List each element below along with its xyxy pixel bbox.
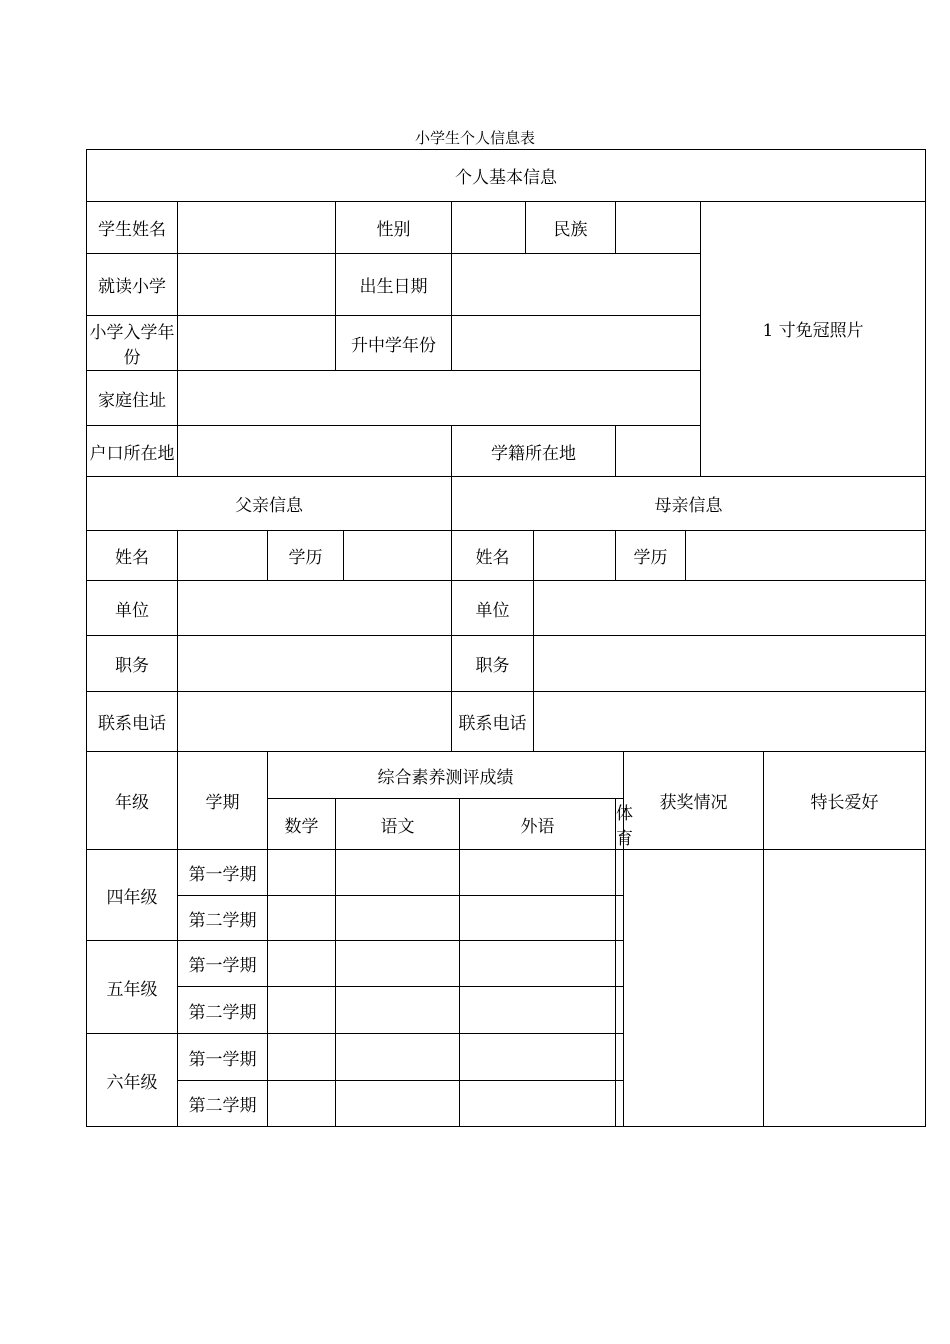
father-employer-field[interactable] [178, 581, 452, 636]
mother-phone-label: 联系电话 [452, 692, 534, 752]
hobbies-field[interactable] [764, 850, 926, 1127]
awards-header: 获奖情况 [624, 752, 764, 850]
grade-six-label: 六年级 [87, 1034, 178, 1127]
grade-column-header: 年级 [87, 752, 178, 850]
score-cell[interactable] [268, 850, 336, 896]
hobbies-header: 特长爱好 [764, 752, 926, 850]
score-cell[interactable] [460, 850, 616, 896]
birth-date-field[interactable] [452, 254, 701, 316]
subject-pe-header: 体育 [616, 799, 624, 850]
father-name-field[interactable] [178, 531, 268, 581]
school-reg-field[interactable] [616, 426, 701, 477]
score-cell[interactable] [460, 987, 616, 1034]
score-cell[interactable] [336, 1034, 460, 1081]
score-cell[interactable] [336, 850, 460, 896]
address-field[interactable] [178, 371, 701, 426]
enroll-year-label: 小学入学年份 [87, 316, 178, 371]
score-cell[interactable] [616, 987, 624, 1034]
term-first-label: 第一学期 [178, 850, 268, 896]
ethnicity-label: 民族 [526, 202, 616, 254]
term-second-label: 第二学期 [178, 1081, 268, 1127]
score-cell[interactable] [616, 850, 624, 896]
birth-date-label: 出生日期 [336, 254, 452, 316]
student-name-field[interactable] [178, 202, 336, 254]
mother-education-field[interactable] [686, 531, 926, 581]
score-cell[interactable] [268, 1034, 336, 1081]
score-cell[interactable] [460, 1081, 616, 1127]
term-second-label: 第二学期 [178, 896, 268, 941]
father-position-label: 职务 [87, 636, 178, 692]
photo-box: 1 寸免冠照片 [701, 202, 926, 477]
mother-phone-field[interactable] [534, 692, 926, 752]
mother-education-label: 学历 [616, 531, 686, 581]
evaluation-header: 综合素养测评成绩 [268, 752, 624, 799]
hukou-field[interactable] [178, 426, 452, 477]
subject-foreign-language-header: 外语 [460, 799, 616, 850]
middle-year-field[interactable] [452, 316, 701, 371]
document-title: 小学生个人信息表 [414, 129, 535, 147]
term-second-label: 第二学期 [178, 987, 268, 1034]
father-employer-label: 单位 [87, 581, 178, 636]
mother-employer-field[interactable] [534, 581, 926, 636]
school-field[interactable] [178, 254, 336, 316]
school-label: 就读小学 [87, 254, 178, 316]
hukou-label: 户口所在地 [87, 426, 178, 477]
father-education-label: 学历 [268, 531, 344, 581]
ethnicity-field[interactable] [616, 202, 701, 254]
score-cell[interactable] [616, 1034, 624, 1081]
mother-position-field[interactable] [534, 636, 926, 692]
score-cell[interactable] [336, 1081, 460, 1127]
basic-info-section-title: 个人基本信息 [87, 150, 926, 202]
father-section-title: 父亲信息 [87, 477, 452, 531]
grade-five-label: 五年级 [87, 941, 178, 1034]
score-cell[interactable] [460, 896, 616, 941]
mother-employer-label: 单位 [452, 581, 534, 636]
score-cell[interactable] [268, 987, 336, 1034]
score-cell[interactable] [268, 941, 336, 987]
mother-name-label: 姓名 [452, 531, 534, 581]
score-cell[interactable] [460, 941, 616, 987]
enroll-year-field[interactable] [178, 316, 336, 371]
father-name-label: 姓名 [87, 531, 178, 581]
score-cell[interactable] [616, 1081, 624, 1127]
address-label: 家庭住址 [87, 371, 178, 426]
term-column-header: 学期 [178, 752, 268, 850]
score-cell[interactable] [460, 1034, 616, 1081]
school-reg-label: 学籍所在地 [452, 426, 616, 477]
score-cell[interactable] [336, 941, 460, 987]
grade-four-label: 四年级 [87, 850, 178, 941]
score-cell[interactable] [336, 896, 460, 941]
student-info-table [86, 149, 926, 1127]
subject-chinese-header: 语文 [336, 799, 460, 850]
awards-field[interactable] [624, 850, 764, 1127]
mother-section-title: 母亲信息 [452, 477, 926, 531]
score-cell[interactable] [616, 896, 624, 941]
gender-label: 性别 [336, 202, 452, 254]
term-first-label: 第一学期 [178, 1034, 268, 1081]
student-name-label: 学生姓名 [87, 202, 178, 254]
mother-name-field[interactable] [534, 531, 616, 581]
mother-position-label: 职务 [452, 636, 534, 692]
middle-year-label: 升中学年份 [336, 316, 452, 371]
father-phone-field[interactable] [178, 692, 452, 752]
score-cell[interactable] [616, 941, 624, 987]
gender-field[interactable] [452, 202, 526, 254]
term-first-label: 第一学期 [178, 941, 268, 987]
father-position-field[interactable] [178, 636, 452, 692]
father-education-field[interactable] [344, 531, 452, 581]
score-cell[interactable] [336, 987, 460, 1034]
subject-math-header: 数学 [268, 799, 336, 850]
score-cell[interactable] [268, 1081, 336, 1127]
score-cell[interactable] [268, 896, 336, 941]
father-phone-label: 联系电话 [87, 692, 178, 752]
